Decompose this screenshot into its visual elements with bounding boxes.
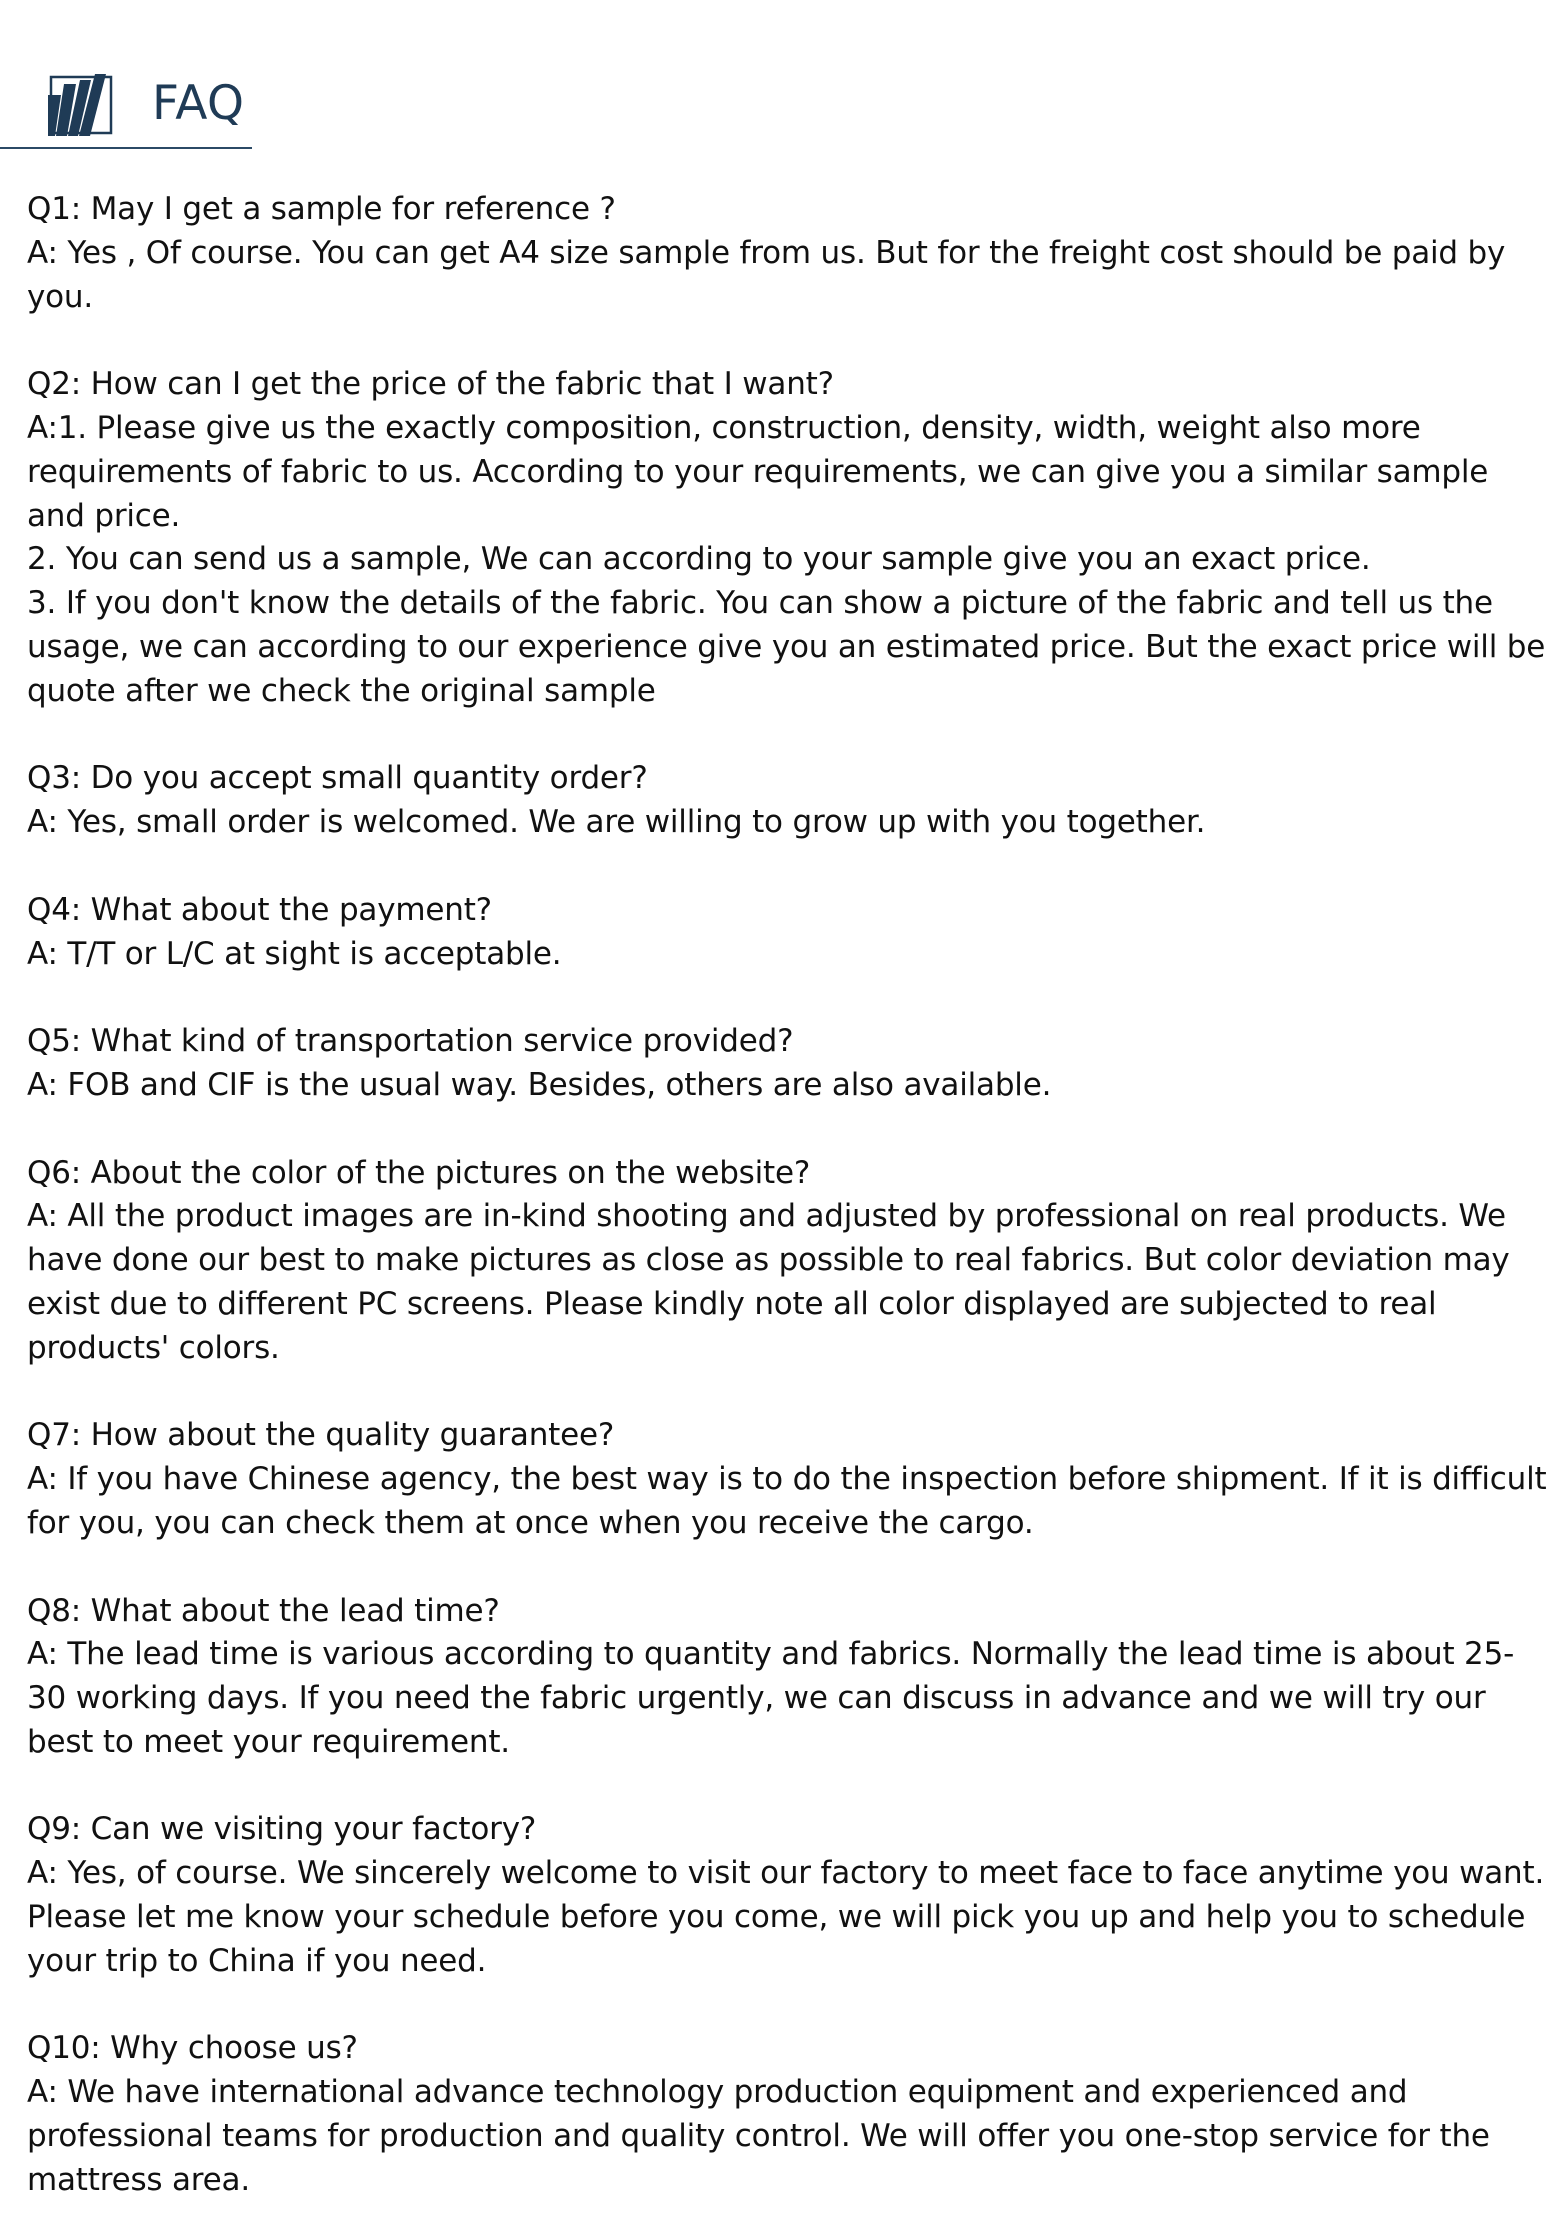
faq-answer-point: 2. You can send us a sample, We can according to your sample give you an exact price. xyxy=(27,541,1371,578)
page-title: FAQ xyxy=(152,76,245,131)
faq-question: Q3: Do you accept small quantity order? xyxy=(27,760,648,797)
faq-item xyxy=(27,889,1547,977)
faq-list xyxy=(27,188,1557,2203)
faq-question: Q7: How about the quality guarantee? xyxy=(27,1417,615,1454)
faq-question: Q1: May I get a sample for reference ? xyxy=(27,191,616,227)
faq-answer: A: The lead time is various according to quantity and fabrics. Normally the lead time is about 25-30 working days. If you need the fabric urgently, we can discuss in advance and we will try our best to meet your requirement. xyxy=(27,1636,1515,1760)
faq-item xyxy=(27,1590,1547,1765)
faq-item xyxy=(27,2027,1547,2202)
faq-item xyxy=(27,1020,1547,1108)
faq-item xyxy=(27,1808,1554,1983)
faq-answer: A: Yes , Of course. You can get A4 size sample from us. But for the freight cost should be paid by you. xyxy=(27,234,1515,315)
faq-question: Q9: Can we visiting your factory? xyxy=(27,1811,537,1848)
faq-answer: A: Yes, of course. We sincerely welcome to visit our factory to meet face to face anytime you want. Please let me know your schedule before you come, we will pick you up and help you to schedule your trip to China if you need. xyxy=(27,1855,1554,1979)
faq-item xyxy=(27,363,1555,713)
faq-question: Q4: What about the payment? xyxy=(27,891,492,928)
faq-question: Q8: What about the lead time? xyxy=(27,1592,500,1629)
faq-item xyxy=(27,1414,1557,1545)
faq-question: Q5: What kind of transportation service provided? xyxy=(27,1023,794,1060)
faq-question: Q2: How can I get the price of the fabric that I want? xyxy=(27,366,834,403)
faq-item xyxy=(27,188,1547,319)
faq-answer: A: Yes, small order is welcomed. We are willing to grow up with you together. xyxy=(27,804,1206,841)
faq-item xyxy=(27,757,1547,845)
faq-answer: A: T/T or L/C at sight is acceptable. xyxy=(27,935,562,972)
title-underline xyxy=(0,147,252,149)
faq-question: Q10: Why choose us? xyxy=(27,2030,358,2067)
faq-question: Q6: About the color of the pictures on the website? xyxy=(27,1154,811,1191)
brand-logo-icon xyxy=(48,74,114,136)
faq-answer: A: If you have Chinese agency, the best way is to do the inspection before shipment. If it is difficult for you, you can check them at once when you receive the cargo. xyxy=(27,1461,1557,1541)
faq-item xyxy=(27,1152,1547,1371)
faq-answer: A:1. Please give us the exactly composition, construction, density, width, weight also more requirements of fabric to us. According to your requirements, we can give you a similar sample and price. xyxy=(27,409,1498,534)
faq-answer: A: We have international advance technology production equipment and experienced and professional teams for production and quality control. We will offer you one-stop service for the mattress area. xyxy=(27,2074,1500,2198)
faq-answer: A: All the product images are in-kind shooting and adjusted by professional on real products. We have done our best to make pictures as close as possible to real fabrics. But color deviation may exist due to different PC screens. Please kindly note all color displayed are subjected to real products' colors. xyxy=(27,1198,1520,1366)
faq-answer-point: 3. If you don't know the details of the fabric. You can show a picture of the fabric and tell us the usage, we can according to our experience give you an estimated price. But the exact price will be quote after we check the original sample xyxy=(27,585,1555,709)
page-header xyxy=(0,0,252,150)
faq-answer: A: FOB and CIF is the usual way. Besides, others are also available. xyxy=(27,1066,1052,1103)
